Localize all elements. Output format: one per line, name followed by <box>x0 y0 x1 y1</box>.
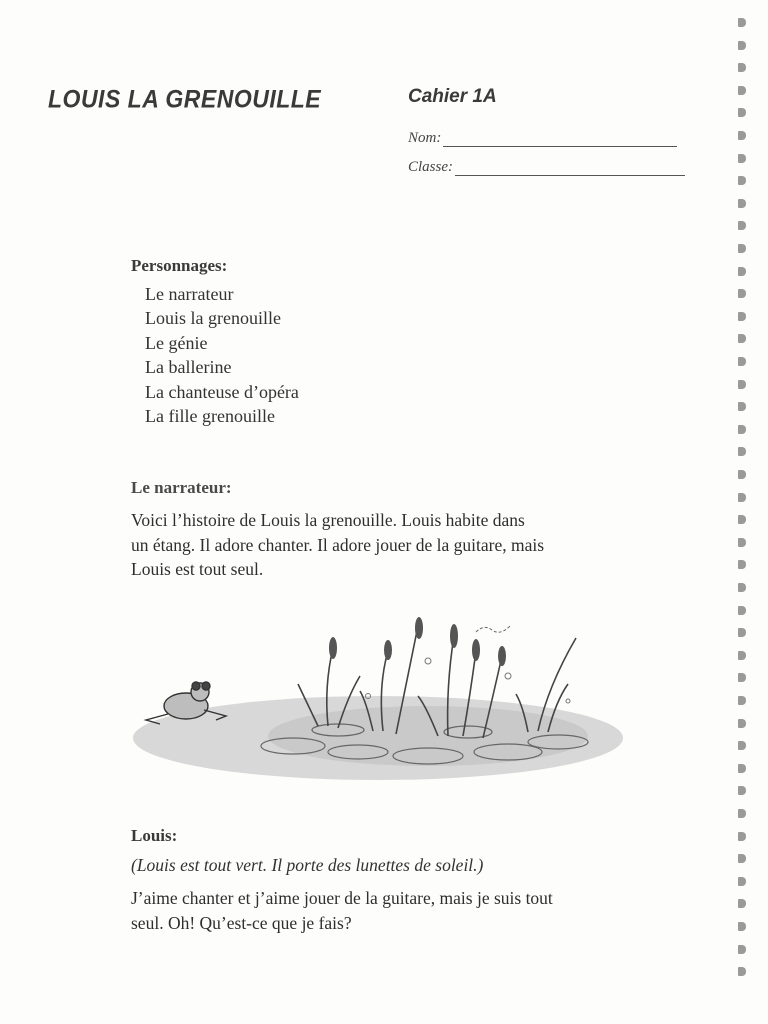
binding-mark <box>738 176 746 185</box>
binding-mark <box>738 696 746 705</box>
binding-mark <box>738 267 746 276</box>
narrator-line: Louis est tout seul. <box>131 559 264 579</box>
binding-mark <box>738 628 746 637</box>
binding-marks <box>734 18 754 1008</box>
classe-field[interactable] <box>408 159 685 176</box>
binding-mark <box>738 673 746 682</box>
binding-mark <box>738 131 746 140</box>
louis-line: J’aime chanter et j’aime jouer de la guitare, mais je suis tout <box>131 888 553 908</box>
binding-mark <box>738 877 746 886</box>
frog-pond-illustration <box>128 606 628 796</box>
binding-mark <box>738 289 746 298</box>
binding-mark <box>738 154 746 163</box>
binding-mark <box>738 334 746 343</box>
cahier-label: Cahier 1A <box>408 86 497 107</box>
cattails <box>329 617 506 666</box>
louis-text <box>131 886 651 936</box>
binding-mark <box>738 809 746 818</box>
binding-mark <box>738 380 746 389</box>
binding-mark <box>738 447 746 456</box>
binding-mark <box>738 312 746 321</box>
character-item: La ballerine <box>145 357 232 378</box>
binding-mark <box>738 470 746 479</box>
binding-mark <box>738 899 746 908</box>
louis-line: seul. Oh! Qu’est-ce que je fais? <box>131 913 352 933</box>
louis-stage-direction: (Louis est tout vert. Il porte des lunettes de soleil.) <box>131 855 484 875</box>
classe-label: Classe: <box>408 159 453 175</box>
binding-mark <box>738 244 746 253</box>
narrator-line: un étang. Il adore chanter. Il adore jouer de la guitare, mais <box>131 534 545 555</box>
music-notes <box>476 626 510 632</box>
binding-mark <box>738 945 746 954</box>
binding-mark <box>738 221 746 230</box>
narrator-label: Le narrateur: <box>131 478 232 497</box>
character-item: La chanteuse d’opéra <box>145 381 299 402</box>
characters-heading: Personnages: <box>131 256 228 275</box>
worksheet-title: LOUIS LA GRENOUILLE <box>48 84 322 113</box>
nom-blank-line[interactable] <box>443 132 677 147</box>
binding-mark <box>738 18 746 27</box>
binding-mark <box>738 63 746 72</box>
characters-section <box>131 256 299 428</box>
binding-mark <box>738 515 746 524</box>
nom-field[interactable] <box>408 130 677 147</box>
binding-mark <box>738 583 746 592</box>
character-item: Le narrateur <box>145 284 234 304</box>
binding-mark <box>738 651 746 660</box>
binding-mark <box>738 402 746 411</box>
binding-mark <box>738 493 746 502</box>
classe-blank-line[interactable] <box>455 161 685 176</box>
binding-mark <box>738 786 746 795</box>
binding-mark <box>738 108 746 117</box>
character-item: Louis la grenouille <box>145 308 281 329</box>
nom-label: Nom: <box>408 130 442 146</box>
narrator-line: Voici l’histoire de Louis la grenouille. Louis habite dans <box>131 510 525 530</box>
binding-mark <box>738 741 746 750</box>
character-item: La fille grenouille <box>145 406 275 427</box>
binding-mark <box>738 560 746 569</box>
binding-mark <box>738 538 746 547</box>
binding-mark <box>738 425 746 434</box>
louis-label: Louis: <box>131 826 178 845</box>
binding-mark <box>738 199 746 208</box>
characters-list <box>131 282 299 428</box>
binding-mark <box>738 86 746 95</box>
binding-mark <box>738 606 746 615</box>
binding-mark <box>738 922 746 931</box>
binding-mark <box>738 967 746 976</box>
binding-mark <box>738 764 746 773</box>
character-item: Le génie <box>145 332 208 353</box>
narrator-text <box>131 508 651 582</box>
binding-mark <box>738 832 746 841</box>
binding-mark <box>738 41 746 50</box>
binding-mark <box>738 854 746 863</box>
binding-mark <box>738 719 746 728</box>
binding-mark <box>738 357 746 366</box>
